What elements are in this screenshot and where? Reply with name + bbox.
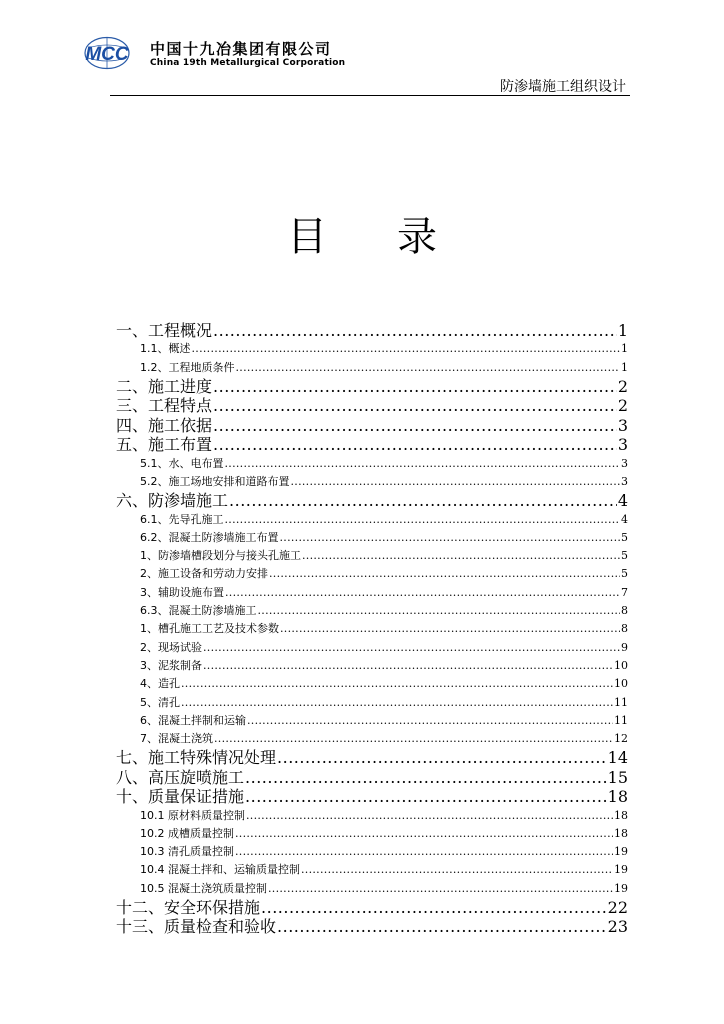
toc-page-number: 18 <box>614 826 628 840</box>
toc-entry-label: 一、工程概况 <box>116 321 213 340</box>
toc-entry[interactable] <box>116 455 628 473</box>
toc-dot-leader <box>280 529 621 547</box>
toc-page-number: 3 <box>617 435 628 455</box>
toc-page-number: 3 <box>621 456 628 470</box>
toc-page-number: 11 <box>614 695 628 709</box>
document-title: 防渗墙施工组织设计 <box>500 79 626 95</box>
toc-entry-label: 七、施工特殊情况处理 <box>116 748 277 768</box>
toc-dot-leader <box>235 843 613 861</box>
toc-page-number: 3 <box>621 474 628 488</box>
toc-dot-leader <box>247 712 613 730</box>
toc-dot-leader <box>181 694 613 712</box>
toc-dot-leader <box>236 359 621 377</box>
toc-entry[interactable] <box>116 340 628 358</box>
toc-dot-leader <box>181 675 613 693</box>
toc-page-number: 1 <box>617 321 628 340</box>
toc-dot-leader <box>245 768 607 787</box>
toc-page-number: 2 <box>617 376 628 396</box>
toc-entry[interactable] <box>116 657 628 675</box>
toc-dot-leader <box>225 584 620 602</box>
toc-dot-leader <box>261 898 607 917</box>
toc-entry-label: 四、施工依据 <box>116 415 213 435</box>
logo-text: MCC <box>85 44 129 65</box>
toc-dot-leader <box>203 657 613 675</box>
toc-entry-label: 5.2、施工场地安排和道路布置 <box>140 474 290 488</box>
toc-page-number: 3 <box>617 415 628 435</box>
toc-entry[interactable] <box>116 694 628 712</box>
toc-page-number: 19 <box>614 845 628 859</box>
toc-entry-label: 1、槽孔施工工艺及技术参数 <box>140 622 279 636</box>
toc-page-number: 5 <box>621 530 628 544</box>
toc-dot-leader <box>213 321 617 340</box>
toc-entry[interactable] <box>116 602 628 620</box>
toc-entry[interactable] <box>116 377 628 396</box>
toc-entry-label: 5.1、水、电布置 <box>140 456 224 470</box>
toc-dot-leader <box>213 435 617 454</box>
toc-page-number: 14 <box>607 748 628 768</box>
toc-entry-label: 三、工程特点 <box>116 396 213 416</box>
toc-dot-leader <box>229 491 617 510</box>
toc-page-number: 19 <box>614 863 628 877</box>
toc-entry[interactable] <box>116 787 628 806</box>
toc-page-number: 1 <box>621 342 628 356</box>
toc-entry[interactable] <box>116 861 628 879</box>
toc-dot-leader <box>268 880 613 898</box>
toc-entry[interactable] <box>116 565 628 583</box>
toc-entry-label: 7、混凝土浇筑 <box>140 732 213 746</box>
toc-dot-leader <box>269 565 620 583</box>
toc-dot-leader <box>225 455 621 473</box>
toc-entry-label: 二、施工进度 <box>116 376 213 396</box>
toc-entry-label: 1.1、概述 <box>140 342 191 356</box>
toc-page-number: 11 <box>614 713 628 727</box>
mcc-logo-icon <box>76 36 138 70</box>
toc-page-number: 2 <box>617 396 628 416</box>
table-of-contents <box>116 321 628 937</box>
toc-page-number: 4 <box>617 491 628 511</box>
toc-entry-label: 十二、安全环保措施 <box>116 898 261 918</box>
toc-entry[interactable] <box>116 396 628 415</box>
toc-entry-label: 6、混凝土拌制和运输 <box>140 713 246 727</box>
toc-entry-label: 十三、质量检查和验收 <box>116 917 277 937</box>
toc-entry[interactable] <box>116 491 628 510</box>
toc-entry-label: 六、防渗墙施工 <box>116 491 229 511</box>
toc-page-number: 12 <box>614 732 628 746</box>
toc-entry[interactable] <box>116 416 628 435</box>
toc-entry[interactable] <box>116 435 628 454</box>
toc-entry-label: 3、泥浆制备 <box>140 658 202 672</box>
company-name-cn: 中国十九冶集团有限公司 <box>150 40 332 58</box>
toc-entry-label: 10.4 混凝土拌和、运输质量控制 <box>140 863 300 877</box>
toc-entry[interactable] <box>116 917 628 936</box>
toc-entry[interactable] <box>116 807 628 825</box>
toc-entry[interactable] <box>116 639 628 657</box>
toc-entry[interactable] <box>116 321 628 340</box>
toc-page-number: 7 <box>621 585 628 599</box>
toc-entry-label: 2、施工设备和劳动力安排 <box>140 567 268 581</box>
toc-entry-label: 1.2、工程地质条件 <box>140 360 235 374</box>
toc-dot-leader <box>246 807 613 825</box>
toc-entry[interactable] <box>116 843 628 861</box>
toc-entry[interactable] <box>116 712 628 730</box>
toc-entry[interactable] <box>116 511 628 529</box>
toc-entry[interactable] <box>116 529 628 547</box>
toc-entry-label: 八、高压旋喷施工 <box>116 767 245 787</box>
toc-dot-leader <box>302 547 620 565</box>
toc-page-number: 5 <box>621 549 628 563</box>
toc-entry[interactable] <box>116 748 628 767</box>
toc-dot-leader <box>213 377 617 396</box>
toc-dot-leader <box>291 473 621 491</box>
toc-entry-label: 2、现场试验 <box>140 640 202 654</box>
toc-entry[interactable] <box>116 584 628 602</box>
toc-entry-label: 6.1、先导孔施工 <box>140 512 224 526</box>
toc-entry[interactable] <box>116 675 628 693</box>
toc-page-number: 19 <box>614 881 628 895</box>
toc-entry[interactable] <box>116 620 628 638</box>
toc-entry[interactable] <box>116 473 628 491</box>
toc-dot-leader <box>258 602 621 620</box>
toc-dot-leader <box>277 917 607 936</box>
company-name-en: China 19th Metallurgical Corporation <box>150 58 346 68</box>
toc-page-number: 15 <box>607 767 628 787</box>
toc-dot-leader <box>301 861 613 879</box>
toc-dot-leader <box>192 340 621 358</box>
toc-entry-label: 6.2、混凝土防渗墙施工布置 <box>140 530 279 544</box>
toc-page-number: 22 <box>607 898 628 918</box>
toc-page-number: 18 <box>614 808 628 822</box>
toc-page-number: 8 <box>621 622 628 636</box>
header-divider <box>110 95 630 96</box>
toc-entry-label: 5、清孔 <box>140 695 180 709</box>
toc-entry-label: 十、质量保证措施 <box>116 787 245 807</box>
toc-entry[interactable] <box>116 880 628 898</box>
toc-entry-label: 10.2 成槽质量控制 <box>140 826 234 840</box>
toc-page-number: 4 <box>621 512 628 526</box>
toc-dot-leader <box>213 416 617 435</box>
toc-entry[interactable] <box>116 768 628 787</box>
toc-entry[interactable] <box>116 547 628 565</box>
toc-page-number: 10 <box>614 658 628 672</box>
toc-dot-leader <box>225 511 621 529</box>
toc-page-number: 8 <box>621 604 628 618</box>
toc-entry-label: 4、造孔 <box>140 677 180 691</box>
toc-entry[interactable] <box>116 825 628 843</box>
toc-dot-leader <box>214 730 613 748</box>
toc-entry[interactable] <box>116 359 628 377</box>
toc-dot-leader <box>277 748 607 767</box>
toc-entry-label: 3、辅助设施布置 <box>140 585 224 599</box>
toc-heading: 目录 <box>287 214 507 260</box>
toc-dot-leader <box>213 396 617 415</box>
toc-entry-label: 五、施工布置 <box>116 435 213 455</box>
page-header <box>0 0 724 100</box>
toc-dot-leader <box>235 825 613 843</box>
toc-entry[interactable] <box>116 898 628 917</box>
toc-entry-label: 10.1 原材料质量控制 <box>140 808 245 822</box>
toc-page-number: 10 <box>614 677 628 691</box>
toc-entry-label: 1、防渗墙槽段划分与接头孔施工 <box>140 549 301 563</box>
toc-dot-leader <box>203 639 620 657</box>
toc-dot-leader <box>245 787 607 806</box>
toc-entry-label: 10.3 清孔质量控制 <box>140 845 234 859</box>
toc-entry-label: 10.5 混凝土浇筑质量控制 <box>140 881 267 895</box>
toc-page-number: 23 <box>607 917 628 937</box>
toc-page-number: 18 <box>607 787 628 807</box>
toc-page-number: 1 <box>621 360 628 374</box>
toc-page-number: 9 <box>621 640 628 654</box>
toc-page-number: 5 <box>621 567 628 581</box>
toc-entry-label: 6.3、混凝土防渗墙施工 <box>140 604 257 618</box>
toc-dot-leader <box>280 620 620 638</box>
toc-entry[interactable] <box>116 730 628 748</box>
